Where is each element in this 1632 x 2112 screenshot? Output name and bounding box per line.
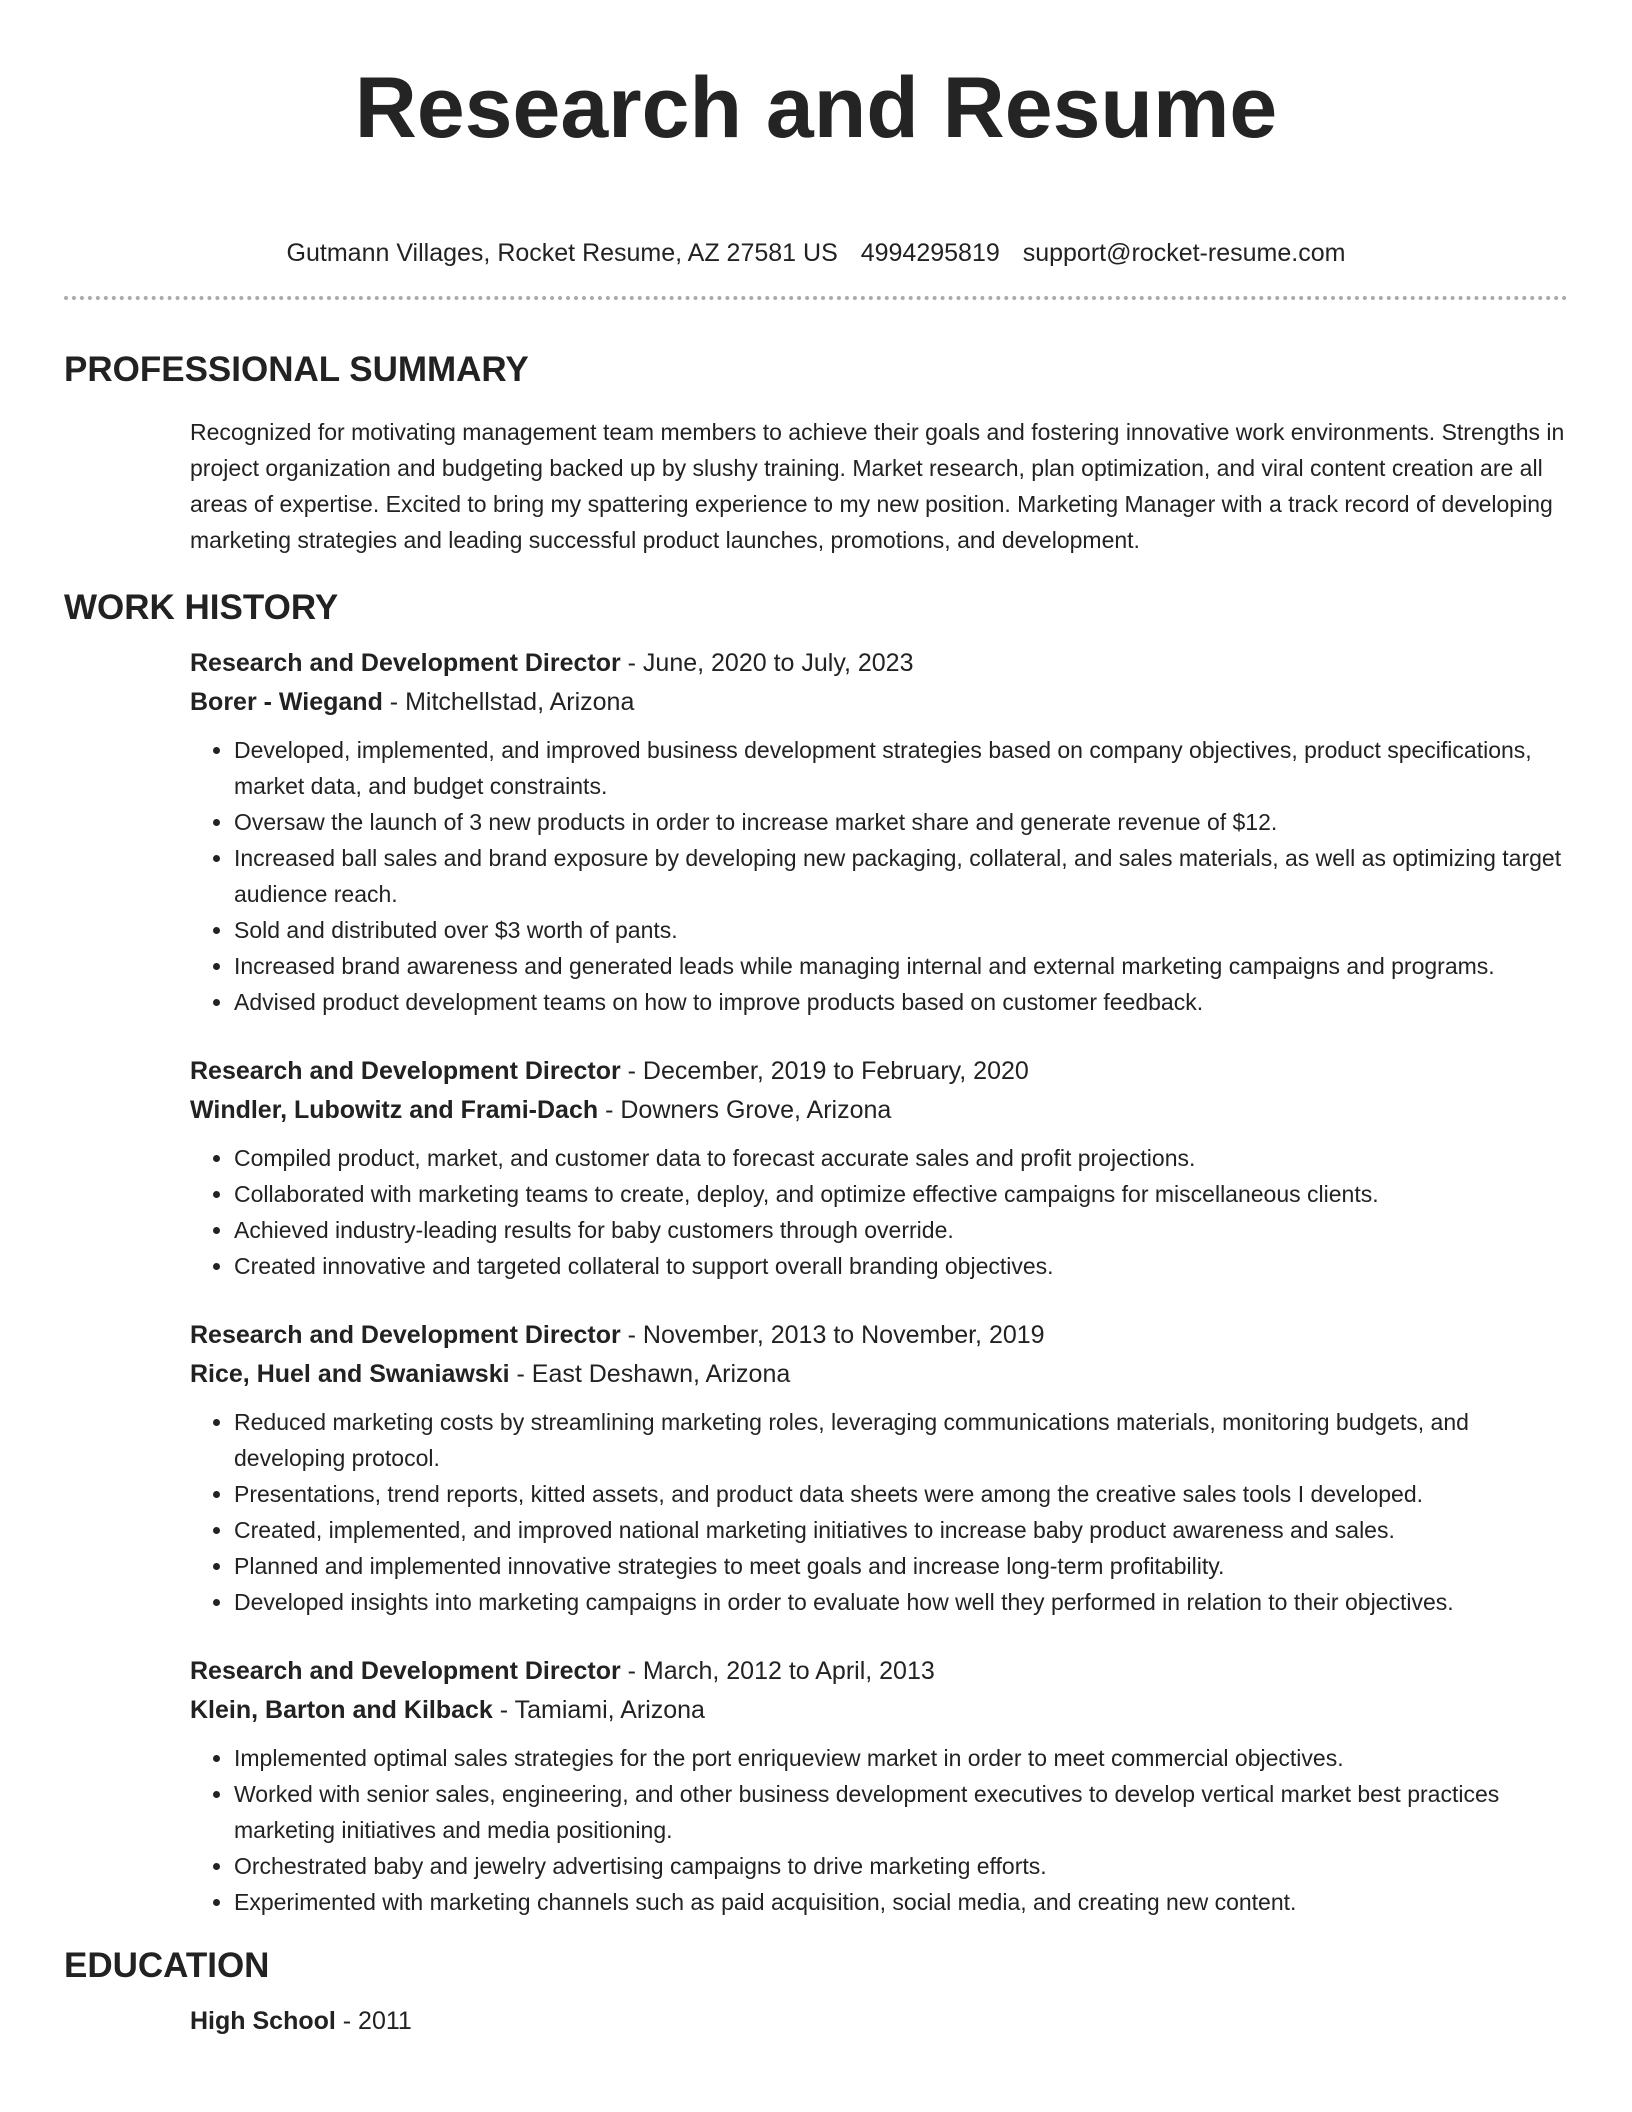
contact-address: Gutmann Villages, Rocket Resume, AZ 27581 US	[286, 239, 838, 267]
contact-email: support@rocket-resume.com	[1022, 239, 1346, 267]
job-bullets	[190, 1740, 1568, 1920]
job-entry	[190, 1316, 1568, 1620]
education-heading: EDUCATION	[64, 1946, 270, 1985]
job-bullet: • Worked with senior sales, engineering, and other business development executives to develop vertical market best practices marketing initiatives and media positioning.	[234, 1776, 1568, 1848]
job-bullet: • Orchestrated baby and jewelry advertising campaigns to drive marketing efforts.	[234, 1848, 1568, 1884]
job-bullet: • Sold and distributed over $3 worth of pants.	[234, 912, 1568, 948]
job-bullet: • Developed, implemented, and improved business development strategies based on company objectives, product specifications, market data, and budget constraints.	[234, 732, 1568, 804]
job-title-line	[190, 1316, 1568, 1355]
job-company-line	[190, 683, 1568, 722]
education-year: - 2011	[335, 2007, 412, 2035]
job-dates: - December, 2019 to February, 2020	[620, 1057, 1029, 1085]
job-location: - Mitchellstad, Arizona	[382, 688, 635, 716]
job-bullet: • Increased brand awareness and generated leads while managing internal and external marketing campaigns and programs.	[234, 948, 1568, 984]
job-entry	[190, 1652, 1568, 1920]
job-entry	[190, 644, 1568, 1020]
job-company-line	[190, 1091, 1568, 1130]
job-bullet: • Collaborated with marketing teams to create, deploy, and optimize effective campaigns for miscellaneous clients.	[234, 1176, 1568, 1212]
education-entry	[190, 2002, 1568, 2041]
job-company: Borer - Wiegand	[190, 688, 383, 716]
contact-phone: 4994295819	[860, 239, 1000, 267]
job-bullet: • Increased ball sales and brand exposure by developing new packaging, collateral, and sales materials, as well as optimizing target audience reach.	[234, 840, 1568, 912]
summary-heading: PROFESSIONAL SUMMARY	[64, 350, 529, 389]
job-bullet: • Developed insights into marketing campaigns in order to evaluate how well they performed in relation to their objectives.	[234, 1584, 1568, 1620]
job-location: - Tamiami, Arizona	[492, 1696, 705, 1724]
job-company-line	[190, 1355, 1568, 1394]
job-bullet: • Advised product development teams on how to improve products based on customer feedback.	[234, 984, 1568, 1020]
job-title-line	[190, 1652, 1568, 1691]
job-bullet: • Reduced marketing costs by streamlining marketing roles, leveraging communications materials, monitoring budgets, and developing protocol.	[234, 1404, 1568, 1476]
job-bullet: • Presentations, trend reports, kitted assets, and product data sheets were among the creative sales tools I developed.	[234, 1476, 1568, 1512]
summary-text: Recognized for motivating management team members to achieve their goals and fostering innovative work environments. Strengths in project organization and budgeting backed up by slushy training. Market research, plan optimization, and viral content creation are all areas of expertise. Excited to bring my spattering experience to my new position. Marketing Manager with a track record of developing marketing strategies and leading successful product launches, promotions, and development.	[190, 419, 1565, 553]
job-role: Research and Development Director	[190, 1321, 621, 1349]
job-company: Rice, Huel and Swaniawski	[190, 1360, 510, 1388]
job-bullets	[190, 732, 1568, 1020]
education-degree: High School	[190, 2007, 336, 2035]
job-bullet: • Oversaw the launch of 3 new products in order to increase market share and generate revenue of $12.	[234, 804, 1568, 840]
job-bullets	[190, 1404, 1568, 1620]
job-dates: - June, 2020 to July, 2023	[620, 649, 914, 677]
job-title-line	[190, 1052, 1568, 1091]
job-role: Research and Development Director	[190, 1657, 621, 1685]
job-bullet: • Experimented with marketing channels such as paid acquisition, social media, and creating new content.	[234, 1884, 1568, 1920]
job-company: Windler, Lubowitz and Frami-Dach	[190, 1096, 599, 1124]
job-bullet: • Planned and implemented innovative strategies to meet goals and increase long-term profitability.	[234, 1548, 1568, 1584]
job-dates: - November, 2013 to November, 2019	[620, 1321, 1045, 1349]
resume-name: Research and Resume	[354, 60, 1278, 156]
work-history-heading: WORK HISTORY	[64, 588, 339, 627]
job-bullets	[190, 1140, 1568, 1284]
job-role: Research and Development Director	[190, 1057, 621, 1085]
job-dates: - March, 2012 to April, 2013	[620, 1657, 935, 1685]
job-company-line	[190, 1691, 1568, 1730]
job-role: Research and Development Director	[190, 649, 621, 677]
work-history-list	[64, 644, 1568, 1920]
contact-line	[64, 236, 1568, 270]
job-bullet: • Compiled product, market, and customer data to forecast accurate sales and profit projections.	[234, 1140, 1568, 1176]
job-location: - East Deshawn, Arizona	[509, 1360, 791, 1388]
job-company: Klein, Barton and Kilback	[190, 1696, 493, 1724]
job-location: - Downers Grove, Arizona	[598, 1096, 892, 1124]
job-entry	[190, 1052, 1568, 1284]
job-title-line	[190, 644, 1568, 683]
header-divider	[64, 296, 1568, 300]
job-bullet: • Achieved industry-leading results for baby customers through override.	[234, 1212, 1568, 1248]
job-bullet: • Implemented optimal sales strategies for the port enriqueview market in order to meet commercial objectives.	[234, 1740, 1568, 1776]
job-bullet: • Created innovative and targeted collateral to support overall branding objectives.	[234, 1248, 1568, 1284]
job-bullet: • Created, implemented, and improved national marketing initiatives to increase baby product awareness and sales.	[234, 1512, 1568, 1548]
